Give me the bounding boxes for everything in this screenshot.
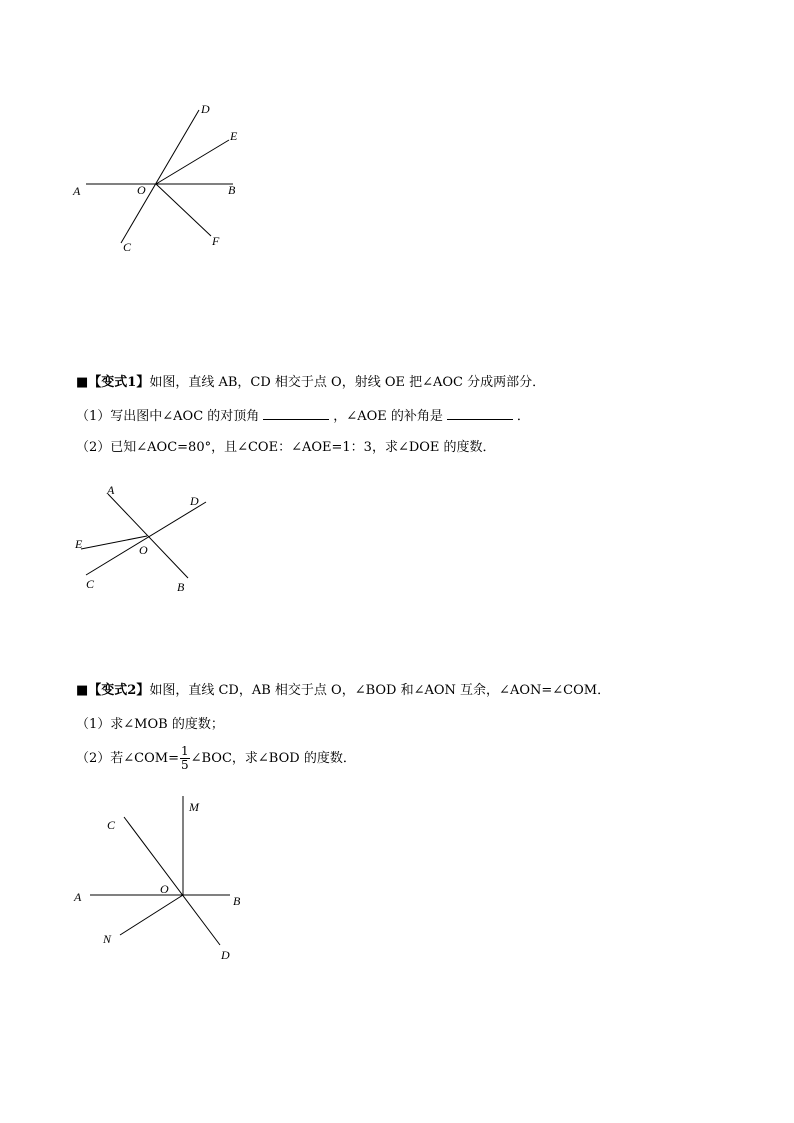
variant1-q1-part-c: ． [516, 409, 530, 424]
label-c: C [107, 818, 116, 832]
variant2-stem: 如图，直线 CD，AB 相交于点 O，∠BOD 和∠AON 互余，∠AON=∠COM． [149, 683, 611, 698]
line-cd [124, 817, 220, 945]
label-c: C [123, 240, 132, 254]
variant2-marker: ■ [76, 683, 89, 698]
label-d: D [190, 494, 199, 508]
figure-3 [0, 0, 300, 980]
ray-on [120, 895, 183, 935]
label-f: F [212, 234, 220, 248]
variant1-tag: 【变式1】 [88, 375, 150, 390]
label-a: A [107, 483, 115, 497]
label-o: O [160, 882, 169, 896]
label-b: B [233, 894, 241, 908]
figure-3-svg [0, 0, 300, 980]
label-b: B [177, 580, 185, 594]
label-m: M [189, 800, 199, 814]
variant2-q2-part-b: ∠BOC，求∠BOD 的度数． [190, 751, 356, 766]
label-a: A [73, 184, 81, 198]
label-e: E [75, 537, 83, 551]
label-e: E [230, 129, 238, 143]
label-b: B [228, 183, 236, 197]
fraction-denominator: 5 [180, 758, 189, 772]
label-n: N [103, 932, 112, 946]
label-c: C [86, 577, 95, 591]
variant2-tag: 【变式2】 [88, 683, 150, 698]
variant2-question-1: （1）求∠MOB 的度数； [76, 717, 224, 732]
variant1-q1-part-a: （1）写出图中∠AOC 的对顶角 [76, 409, 260, 424]
answer-blank-2 [447, 407, 513, 420]
variant1-stem: 如图，直线 AB，CD 相交于点 O，射线 OE 把∠AOC 分成两部分． [149, 375, 546, 390]
label-a: A [74, 890, 82, 904]
variant1-question-2: （2）已知∠AOC=80°，且∠COE：∠AOE=1：3，求∠DOE 的度数． [76, 440, 496, 455]
label-o: O [137, 183, 146, 197]
fraction-numerator: 1 [180, 744, 189, 758]
variant1-q1-part-b: ，∠AOE 的补角是 [333, 409, 443, 424]
label-d: D [201, 102, 210, 116]
label-d: D [221, 948, 230, 962]
variant2-q2-part-a: （2）若∠COM= [76, 751, 179, 766]
label-o: O [139, 543, 148, 557]
variant1-marker: ■ [76, 375, 89, 390]
